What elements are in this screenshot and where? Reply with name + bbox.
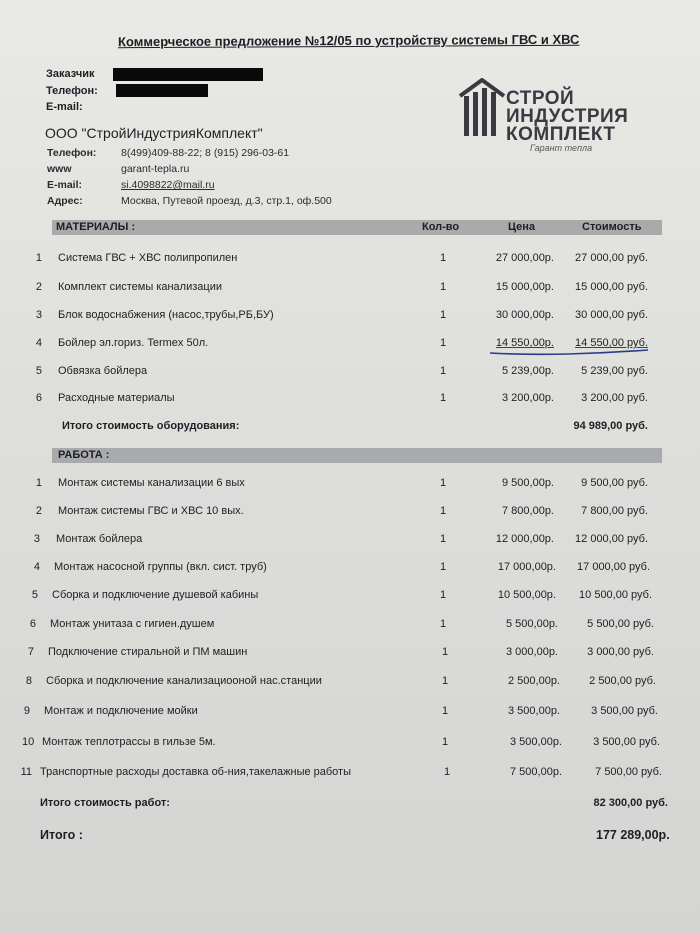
item-total: 10 500,00 руб. (579, 589, 652, 601)
item-price: 17 000,00р. (497, 561, 556, 573)
col-total-header: Стоимость (582, 221, 642, 233)
col-price-header: Цена (508, 221, 536, 233)
row-number: 6 (35, 392, 42, 404)
item-name: Монтаж системы канализации 6 вых (58, 477, 245, 489)
item-name: Обвязка бойлера (58, 365, 148, 377)
work-row (0, 533, 700, 551)
company-address: Москва, Путевой проезд, д.3, стр.1, оф.500 (121, 195, 332, 207)
row-number: 5 (31, 589, 38, 601)
item-qty: 1 (439, 618, 447, 630)
item-qty: 1 (443, 766, 451, 778)
item-qty: 1 (439, 252, 447, 264)
row-number: 2 (35, 281, 42, 293)
item-price: 10 500,00р. (497, 589, 556, 601)
item-price: 3 200,00р. (502, 392, 554, 404)
company-www-label: www (47, 163, 72, 175)
item-qty: 1 (441, 705, 449, 717)
item-total: 3 500,00 руб. (593, 736, 660, 748)
item-name: Сборка и подключение канализациооной нас.станции (46, 675, 322, 687)
item-qty: 1 (439, 533, 447, 545)
work-row (0, 646, 700, 664)
materials-row (0, 281, 700, 299)
item-total: 5 500,00 руб. (587, 618, 654, 630)
item-total: 15 000,00 руб. (575, 281, 648, 293)
client-phone-label: Телефон: (46, 85, 98, 97)
document-title: Коммерческое предложение №12/05 по устройству системы ГВС и ХВС (117, 31, 580, 50)
item-qty: 1 (439, 337, 447, 349)
row-number: 8 (25, 675, 32, 687)
customer-redaction (113, 68, 263, 81)
item-qty: 1 (439, 365, 447, 377)
item-name: Комплект системы канализации (58, 281, 222, 293)
materials-row (0, 309, 700, 327)
item-qty: 1 (441, 675, 449, 687)
row-number: 1 (35, 252, 42, 264)
work-subtotal-row (0, 797, 700, 815)
pen-underline (488, 346, 650, 358)
customer-label: Заказчик (46, 68, 95, 80)
item-total: 7 500,00 руб. (595, 766, 662, 778)
item-name: Бойлер эл.гориз. Termex 50л. (58, 337, 209, 349)
row-number: 3 (35, 309, 42, 321)
item-qty: 1 (439, 505, 447, 517)
row-number: 6 (29, 618, 36, 630)
materials-header-bar (52, 220, 662, 235)
row-number: 2 (35, 505, 42, 517)
work-row (0, 477, 700, 495)
item-price: 7 800,00р. (502, 505, 554, 517)
row-number: 10 (22, 736, 35, 748)
row-number: 5 (35, 365, 42, 377)
materials-subtotal-label: Итого стоимость оборудования: (62, 420, 240, 432)
item-name: Расходные материалы (58, 392, 175, 404)
item-qty: 1 (439, 392, 447, 404)
grand-total: 177 289,00р. (596, 828, 670, 842)
work-row (0, 675, 700, 693)
item-name: Монтаж и подключение мойки (44, 705, 198, 717)
item-name: Подключение стиральной и ПМ машин (48, 646, 248, 658)
materials-header: МАТЕРИАЛЫ : (56, 221, 136, 233)
item-name: Монтаж бойлера (56, 533, 143, 545)
client-phone-redaction (116, 84, 208, 97)
company-email-label: E-mail: (47, 179, 83, 191)
company-phone-label: Телефон: (47, 147, 97, 159)
item-name: Монтаж системы ГВС и ХВС 10 вых. (58, 505, 244, 517)
item-name: Монтаж унитаза с гигиен.душем (50, 618, 215, 630)
item-price: 9 500,00р. (502, 477, 554, 489)
row-number: 4 (35, 337, 42, 349)
item-price: 12 000,00р. (495, 533, 554, 545)
grand-total-row (0, 828, 700, 848)
work-row (0, 618, 700, 636)
work-row (0, 705, 700, 723)
item-name: Блок водоснабжения (насос,трубы,РБ,БУ) (58, 309, 274, 321)
item-price: 7 500,00р. (510, 766, 562, 778)
item-price: 14 550,00р. (495, 337, 554, 349)
item-total: 3 200,00 руб. (581, 392, 648, 404)
item-price: 2 500,00р. (508, 675, 560, 687)
company-name: ООО "СтройИндустрияКомплект" (45, 125, 263, 141)
item-total: 17 000,00 руб. (577, 561, 650, 573)
materials-subtotal-row (0, 420, 700, 438)
row-number: 9 (23, 705, 30, 717)
company-website: garant-tepla.ru (121, 163, 190, 175)
item-total: 27 000,00 руб. (575, 252, 648, 264)
work-row (0, 736, 700, 754)
company-phone: 8(499)409-88-22; 8 (915) 296-03-61 (121, 147, 290, 159)
item-price: 27 000,00р. (495, 252, 554, 264)
item-qty: 1 (439, 281, 447, 293)
item-price: 15 000,00р. (495, 281, 554, 293)
materials-row (0, 252, 700, 270)
item-total: 14 550,00 руб. (575, 337, 648, 349)
row-number: 7 (27, 646, 34, 658)
item-name: Монтаж теплотрассы в гильзе 5м. (42, 736, 216, 748)
item-qty: 1 (441, 646, 449, 658)
item-qty: 1 (439, 309, 447, 321)
item-price: 3 000,00р. (506, 646, 558, 658)
work-row (0, 505, 700, 523)
logo-slogan: Гарант тепла (530, 143, 593, 153)
item-total: 30 000,00 руб. (575, 309, 648, 321)
materials-row (0, 392, 700, 410)
item-total: 7 800,00 руб. (581, 505, 648, 517)
item-price: 5 239,00р. (502, 365, 554, 377)
work-subtotal: 82 300,00 руб. (593, 797, 668, 809)
item-name: Сборка и подключение душевой кабины (52, 589, 259, 601)
item-price: 3 500,00р. (510, 736, 562, 748)
item-total: 3 000,00 руб. (587, 646, 654, 658)
company-logo (458, 78, 628, 156)
work-header-bar (52, 448, 662, 463)
item-total: 9 500,00 руб. (581, 477, 648, 489)
item-price: 30 000,00р. (495, 309, 554, 321)
item-total: 2 500,00 руб. (589, 675, 656, 687)
materials-subtotal: 94 989,00 руб. (573, 420, 648, 432)
col-qty-header: Кол-во (422, 221, 460, 233)
work-row (0, 766, 700, 784)
logo-line-1: СТРОЙ (506, 88, 575, 109)
client-email-label: E-mail: (46, 101, 83, 113)
item-qty: 1 (439, 477, 447, 489)
company-address-label: Адрес: (47, 195, 83, 207)
grand-total-label: Итого : (40, 828, 83, 842)
work-subtotal-label: Итого стоимость работ: (40, 797, 170, 809)
item-total: 12 000,00 руб. (575, 533, 648, 545)
item-name: Транспортные расходы доставка об-ния,такелажные работы (40, 766, 352, 778)
building-icon (458, 78, 508, 138)
item-qty: 1 (439, 561, 447, 573)
item-price: 3 500,00р. (508, 705, 560, 717)
item-total: 3 500,00 руб. (591, 705, 658, 717)
logo-line-2: ИНДУСТРИЯ (506, 106, 629, 127)
work-row (0, 561, 700, 579)
row-number: 4 (33, 561, 40, 573)
row-number: 1 (35, 477, 42, 489)
item-name: Система ГВС + ХВС полипропилен (58, 252, 238, 264)
logo-line-3: КОМПЛЕКТ (506, 124, 616, 145)
row-number: 3 (33, 533, 40, 545)
item-price: 5 500,00р. (506, 618, 558, 630)
item-qty: 1 (441, 736, 449, 748)
company-email: si.4098822@mail.ru (121, 179, 215, 191)
work-header: РАБОТА : (58, 449, 110, 461)
materials-row (0, 365, 700, 383)
item-total: 5 239,00 руб. (581, 365, 648, 377)
work-row (0, 589, 700, 607)
row-number: 11 (20, 766, 32, 778)
item-qty: 1 (439, 589, 447, 601)
item-name: Монтаж насосной группы (вкл. сист. труб) (54, 561, 267, 573)
